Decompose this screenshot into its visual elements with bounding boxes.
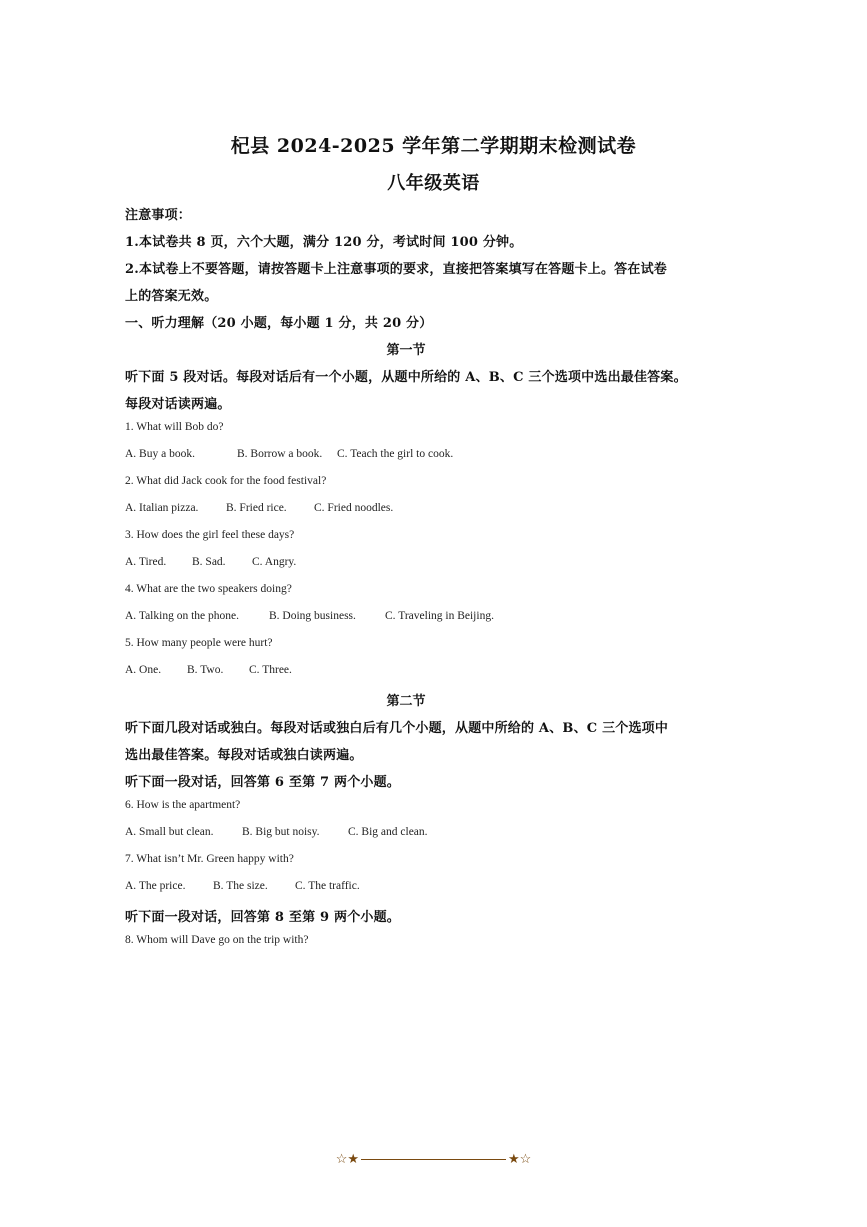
option-a: A. Buy a book.: [125, 448, 195, 460]
option-a: A. Talking on the phone.: [125, 610, 239, 622]
option-b: B. The size.: [213, 880, 268, 892]
option-c: C. Traveling in Beijing.: [385, 610, 494, 622]
option-a: A. One.: [125, 664, 162, 676]
question-3-options: [125, 556, 296, 568]
option-b: B. Doing business.: [269, 610, 356, 622]
option-c: C. Big and clean.: [348, 826, 428, 838]
question-8: 8. Whom will Dave go on the trip with?: [125, 934, 309, 946]
question-1: 1. What will Bob do?: [125, 421, 224, 433]
notes-item-2-line-1: 2.本试卷上不要答题，请按答题卡上注意事项的要求，直接把答案填写在答题卡上。答在试卷: [125, 262, 667, 277]
section2-instructions-line-1: 听下面几段对话或独白。每段对话或独白后有几个小题，从题中所给的 A、B、C 三个选项中: [125, 721, 669, 736]
question-6: 6. How is the apartment?: [125, 799, 241, 811]
exam-title: 杞县 2024-2025 学年第二学期期末检测试卷: [230, 135, 637, 157]
option-c: C. Teach the girl to cook.: [337, 448, 454, 460]
notes-item-2-line-2: 上的答案无效。: [125, 289, 218, 304]
question-3: 3. How does the girl feel these days?: [125, 529, 295, 541]
question-6-options: [125, 826, 428, 838]
star-ornament-left: ☆★: [335, 1152, 359, 1167]
notes-item-1: 1.本试卷共 8 页，六个大题，满分 120 分，考试时间 100 分钟。: [125, 235, 523, 250]
question-4: 4. What are the two speakers doing?: [125, 583, 292, 595]
section2-instructions-line-2: 选出最佳答案。每段对话或独白读两遍。: [125, 748, 363, 763]
section1-instructions-line-1: 听下面 5 段对话。每段对话后有一个小题，从题中所给的 A、B、C 三个选项中选出最佳答案。: [125, 370, 687, 385]
option-a: A. The price.: [125, 880, 186, 892]
notes-heading: 注意事项：: [125, 208, 192, 223]
question-4-options: [125, 610, 494, 622]
part1-heading: 一、听力理解（20 小题，每小题 1 分，共 20 分）: [125, 316, 433, 331]
option-b: B. Sad.: [192, 556, 226, 568]
question-5-options: [125, 664, 292, 676]
exam-subtitle: 八年级英语: [387, 173, 480, 194]
question-5: 5. How many people were hurt?: [125, 637, 273, 649]
question-1-options: [125, 448, 453, 460]
question-2-options: [125, 502, 393, 514]
section1-instructions-line-2: 每段对话读两遍。: [125, 397, 231, 412]
section2-subheading-2: 听下面一段对话，回答第 8 至第 9 两个小题。: [125, 910, 400, 925]
option-c: C. The traffic.: [295, 880, 360, 892]
option-c: C. Angry.: [252, 556, 297, 568]
option-b: B. Borrow a book.: [237, 448, 323, 460]
question-7: 7. What isn’t Mr. Green happy with?: [125, 853, 294, 865]
section2-label: 第二节: [386, 694, 426, 709]
question-7-options: [125, 880, 360, 892]
option-b: B. Big but noisy.: [242, 826, 320, 838]
option-a: A. Small but clean.: [125, 826, 214, 838]
option-b: B. Two.: [187, 664, 224, 676]
footer-rule: [361, 1159, 506, 1160]
section2-subheading-1: 听下面一段对话，回答第 6 至第 7 两个小题。: [125, 775, 400, 790]
option-b: B. Fried rice.: [226, 502, 287, 514]
option-c: C. Fried noodles.: [314, 502, 394, 514]
question-2: 2. What did Jack cook for the food festival?: [125, 475, 327, 487]
page-footer-ornament: [0, 1152, 867, 1167]
option-c: C. Three.: [249, 664, 292, 676]
option-a: A. Italian pizza.: [125, 502, 199, 514]
star-ornament-right: ★☆: [508, 1152, 532, 1167]
option-a: A. Tired.: [125, 556, 167, 568]
section1-label: 第一节: [386, 343, 426, 358]
